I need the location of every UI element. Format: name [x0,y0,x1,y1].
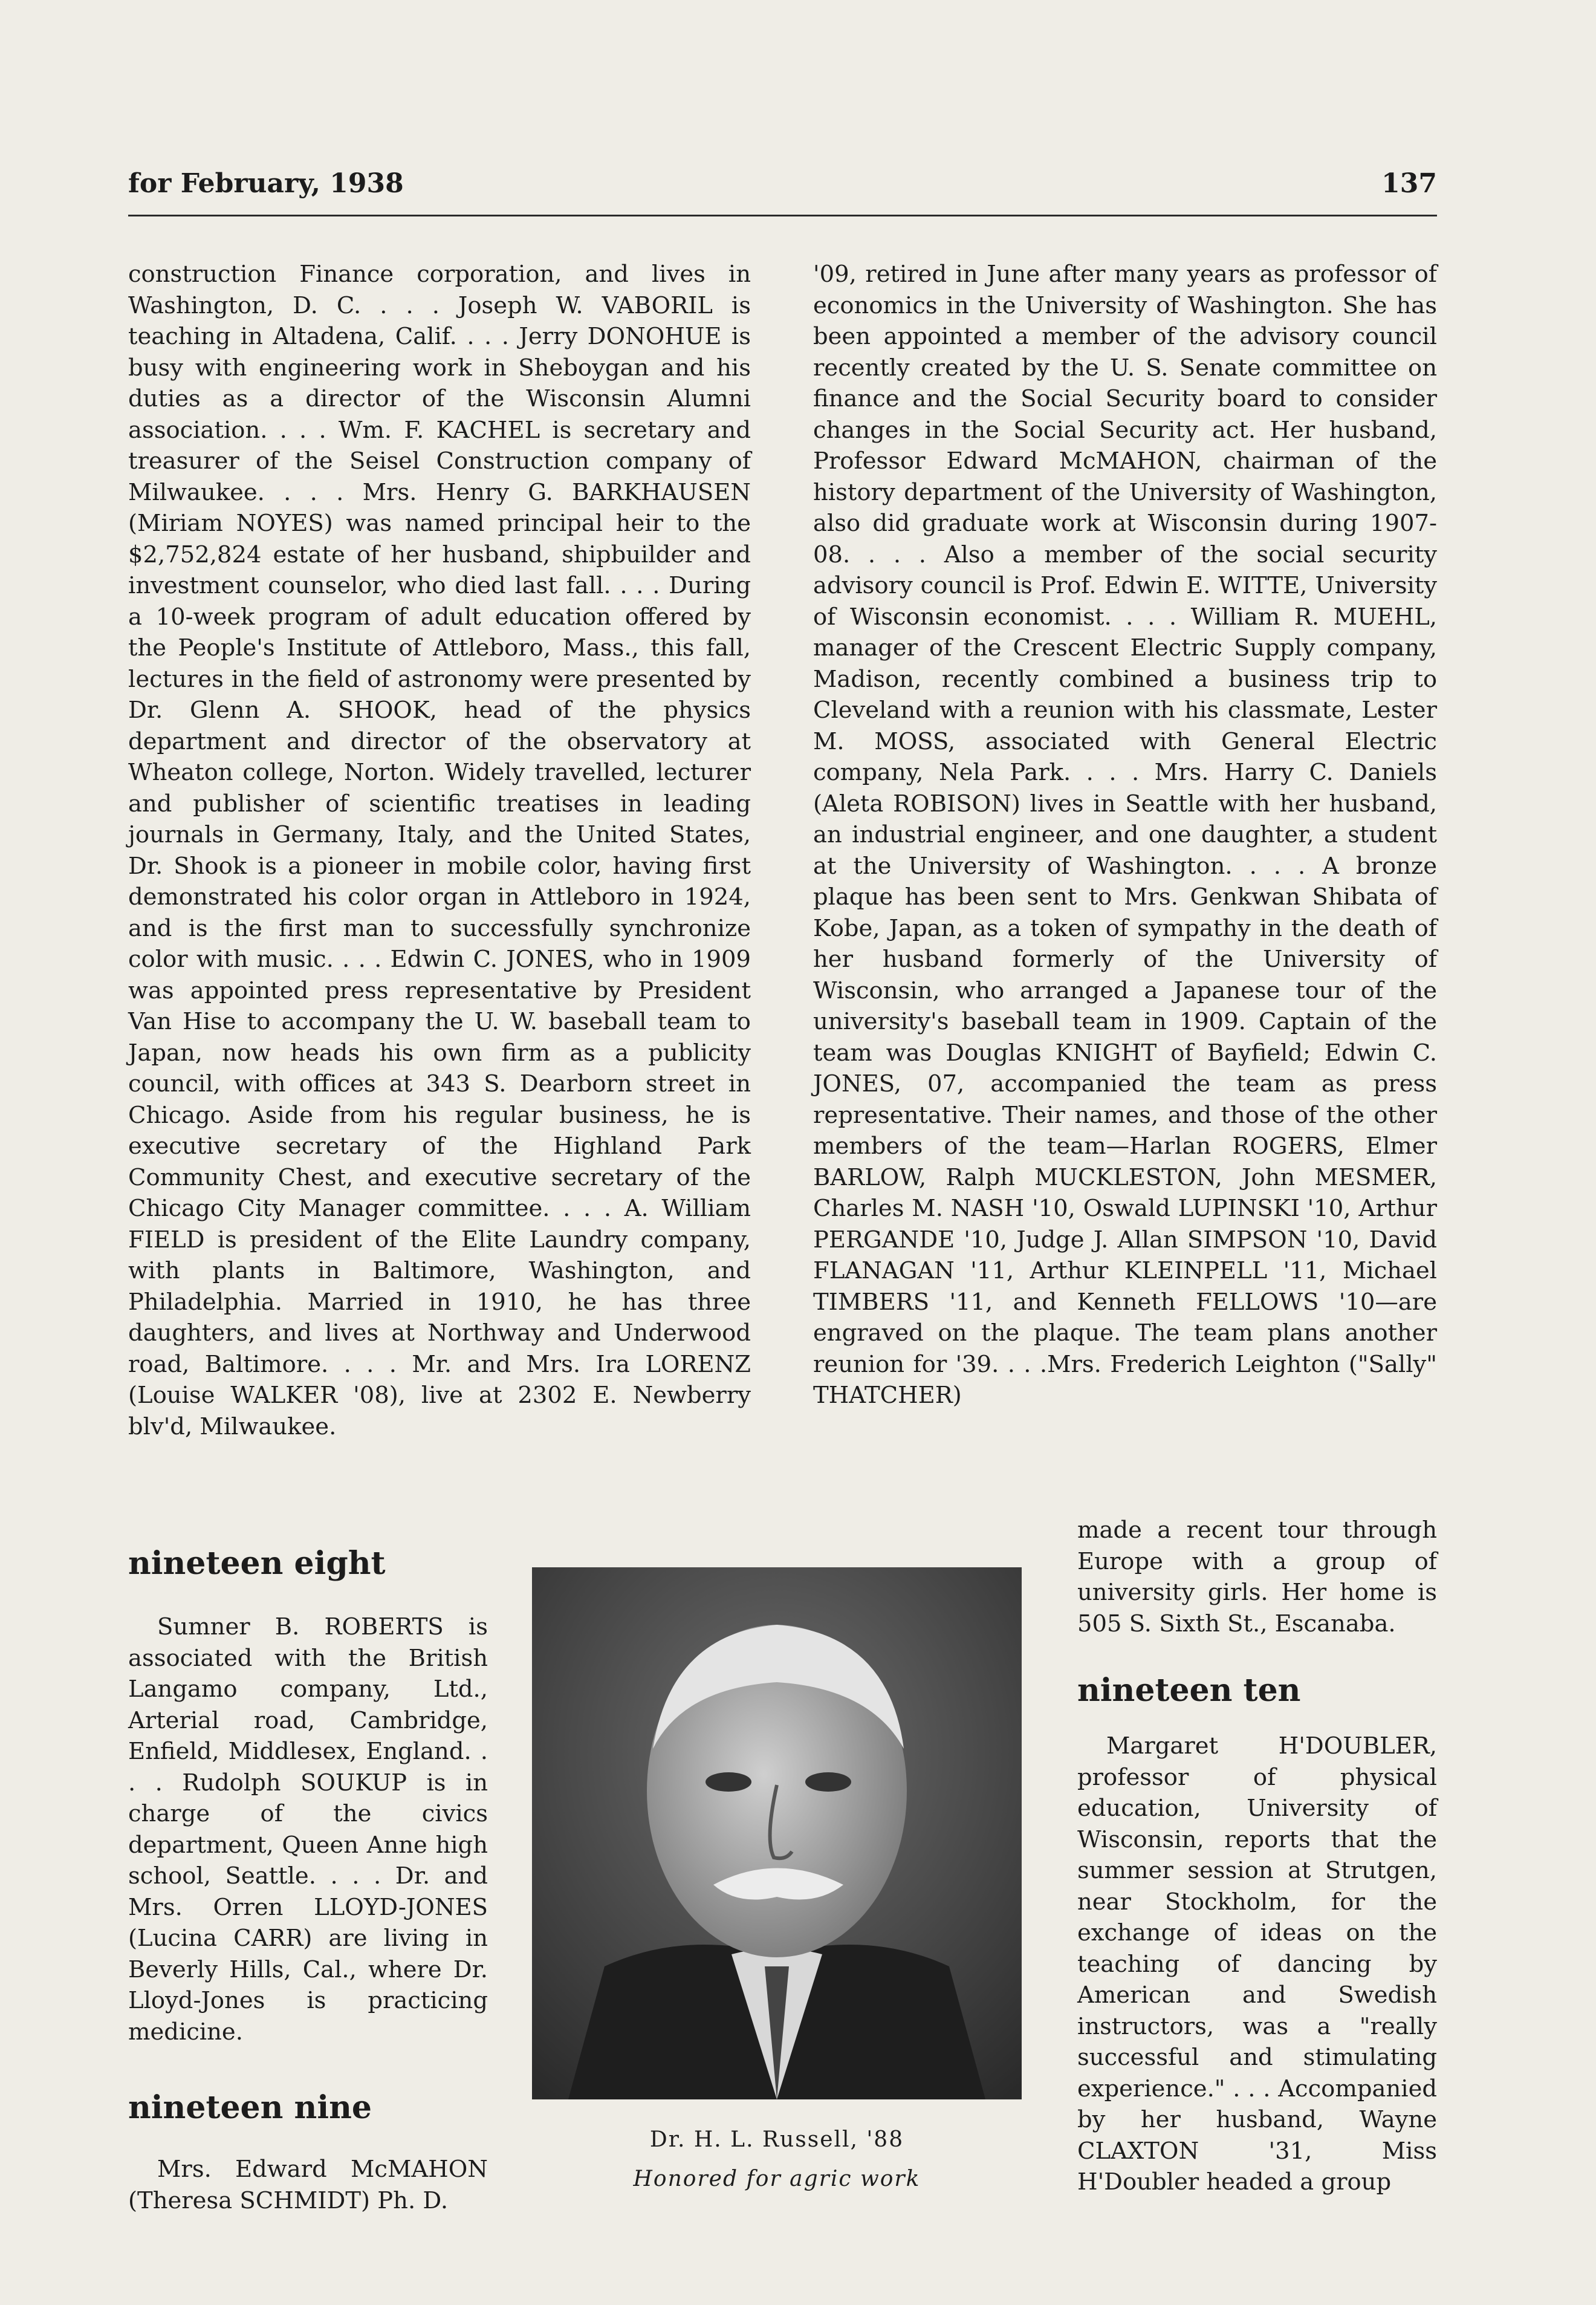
column-2 [813,259,1437,1411]
issue-date: for February, 1938 [128,168,404,199]
column-2-continuation [1077,1515,1437,1639]
heading-nineteen-eight: nineteen eight [128,1545,386,1582]
section-ten-text: Margaret H'DOUBLER, professor of physical education, University of Wisconsin, reports that the summer session at Strutgen, near Stockholm, for the exchange of ideas on the teaching of dancing by American and Swedish instructors, was a "really successful and stimulating experience." . . . Accompanied by her husband, Wayne CLAXTON '31, Miss H'Doubler headed a group [1077,1732,1437,2196]
photo-caption-name: Dr. H. L. Russell, '88 [649,2127,904,2152]
page-header [128,168,1437,210]
section-eight-text: Sumner B. ROBERTS is associated with the British Langamo company, Ltd., Arterial road, Cambridge, Enfield, Middlesex, England. . . . Rudolph SOUKUP is in charge of the civics department, Queen Anne high school, Seattle. . . . Dr. and Mrs. Orren LLOYD-JONES (Lucina CARR) are living in Beverly Hills, Cal., where Dr. Lloyd-Jones is practicing medicine. [128,1613,488,2046]
section-nineteen-nine [128,2154,488,2216]
column-2-text: '09, retired in June after many years as professor of economics in the University of Washington. She has been appointed a member of the advisory council recently created by the U. S. Senate committee on finance and the Social Security board to consider changes in the Social Security act. Her husband, Professor Edward McMAHON, chairman of the history department of the University of Washington, also did graduate work at Wisconsin during 1907-08. . . . Also a member of the social security advisory council is Prof. Edwin E. WITTE, University of Wisconsin economist. . . . William R. MUEHL, manager of the Crescent Electric Supply company, Madison, recently combined a business trip to Cleveland with a reunion with his classmate, Lester M. MOSS, associated with General Electric company, Nela Park. . . . Mrs. Harry C. Daniels (Aleta ROBISON) lives in Seattle with her husband, an industrial engineer, and one daughter, a student at the University of Washington. . . . A bronze plaque has been sent to Mrs. Genkwan Shibata of Kobe, Japan, as a token of sympathy in the death of her husband formerly of the University of Wisconsin, who arranged a Japanese tour of the university's baseball team in 1909. Captain of the team was Douglas KNIGHT of Bayfield; Edwin C. JONES, 07, accompanied the team as press representative. Their names, and those of the other members of the team—Harlan ROGERS, Elmer BARLOW, Ralph MUCKLESTON, John MESMER, Charles M. NASH '10, Oswald LUPINSKI '10, Arthur PERGANDE '10, Judge J. Allan SIMPSON '10, David FLANAGAN '11, Arthur KLEINPELL '11, Michael TIMBERS '11, and Kenneth FELLOWS '10—are engraved on the plaque. The team plans another reunion for '39. . . .Mrs. Frederich Leighton ("Sally" THATCHER) [813,261,1437,1409]
heading-nineteen-ten: nineteen ten [1077,1672,1301,1709]
heading-nineteen-nine: nineteen nine [128,2089,372,2126]
continuation-text: made a recent tour through Europe with a group of university girls. Her home is 505 S. Sixth St., Escanaba. [1077,1517,1437,1637]
page-number: 137 [1381,168,1437,199]
section-nineteen-ten [1077,1731,1437,2198]
column-1 [128,259,751,1442]
photo-caption-subtitle: Honored for agric work [633,2167,921,2191]
portrait-illustration [532,1567,1022,2099]
header-rule [128,215,1437,216]
section-nineteen-eight [128,1611,488,2047]
section-nine-text: Mrs. Edward McMAHON (Theresa SCHMIDT) Ph. D. [128,2156,488,2214]
portrait-photo [532,1567,1022,2099]
column-1-text: construction Finance corporation, and lives in Washington, D. C. . . . Joseph W. VABORIL is teaching in Altadena, Calif. . . . Jerry DONOHUE is busy with engineering work in Sheboygan and his duties as a director of the Wisconsin Alumni association. . . . Wm. F. KACHEL is secretary and treasurer of the Seisel Construction company of Milwaukee. . . . Mrs. Henry G. BARKHAUSEN (Miriam NOYES) was named principal heir to the $2,752,824 estate of her husband, shipbuilder and investment counselor, who died last fall. . . . During a 10-week program of adult education offered by the People's Institute of Attleboro, Mass., this fall, lectures in the field of astronomy were presented by Dr. Glenn A. SHOOK, head of the physics department and director of the observatory at Wheaton college, Norton. Widely travelled, lecturer and publisher of scientific treatises in leading journals in Germany, Italy, and the United States, Dr. Shook is a pioneer in mobile color, having first demonstrated his color organ in Attleboro in 1924, and is the first man to successfully synchronize color with music. . . . Edwin C. JONES, who in 1909 was appointed press representative by President Van Hise to accompany the U. W. baseball team to Japan, now heads his own firm as a publicity council, with offices at 343 S. Dearborn street in Chicago. Aside from his regular business, he is executive secretary of the Highland Park Community Chest, and executive secretary of the Chicago City Manager committee. . . . A. William FIELD is president of the Elite Laundry company, with plants in Baltimore, Washington, and Philadelphia. Married in 1910, he has three daughters, and lives at Northway and Underwood road, Baltimore. . . . Mr. and Mrs. Ira LORENZ (Louise WALKER '08), live at 2302 E. Newberry blv'd, Milwaukee. [128,261,751,1440]
